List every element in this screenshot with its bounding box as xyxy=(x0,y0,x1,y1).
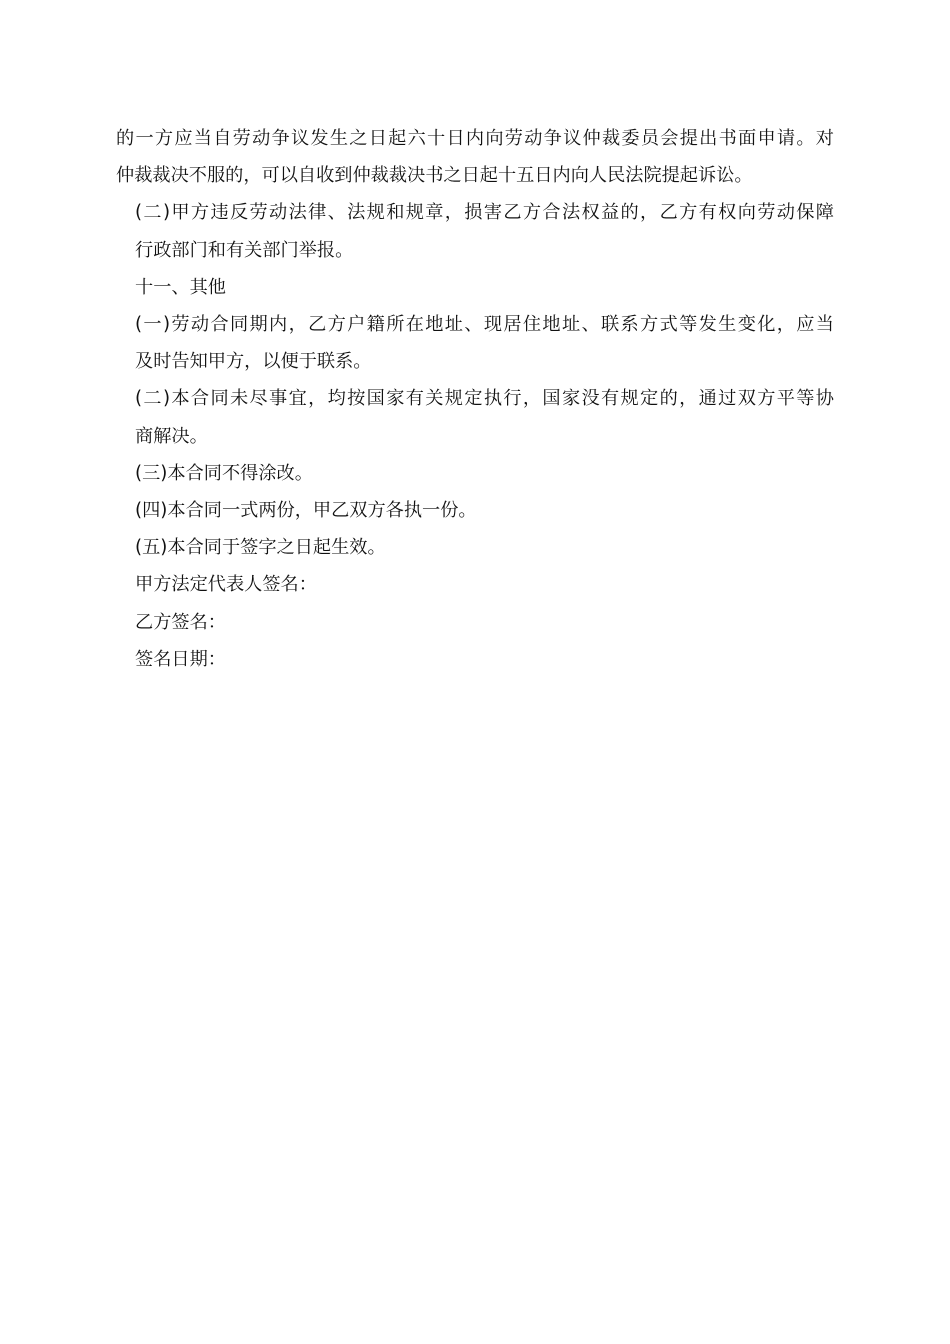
text-line: 的一方应当自劳动争议发生之日起六十日内向劳动争议仲裁委员会提出书面申请。对 xyxy=(116,128,834,149)
paragraph-clause-2-report xyxy=(116,194,834,268)
text-line: 及时告知甲方，以便于联系。 xyxy=(135,351,372,373)
paragraph-arbitration-application xyxy=(116,120,834,194)
text-line: (二)本合同未尽事宜，均按国家有关规定执行，国家没有规定的，通过双方平等协 xyxy=(135,388,834,410)
paragraph-clause-1-notify-changes xyxy=(116,306,834,380)
signature-field-party-a xyxy=(116,566,834,603)
signature-field-party-b xyxy=(116,604,834,641)
paragraph-clause-3-no-alteration xyxy=(116,455,834,492)
paragraph-clause-4-copies xyxy=(116,492,834,529)
text-line: 商解决。 xyxy=(135,425,208,447)
signature-label: 甲方法定代表人签名： xyxy=(135,574,317,596)
text-line: 行政部门和有关部门举报。 xyxy=(135,239,354,261)
section-heading-other xyxy=(116,269,834,306)
paragraph-clause-2-unresolved-matters xyxy=(116,380,834,454)
text-line: (一)劳动合同期内，乙方户籍所在地址、现居住地址、联系方式等发生变化，应当 xyxy=(135,314,834,336)
text-line: 仲裁裁决不服的，可以自收到仲裁裁决书之日起十五日内向人民法院提起诉讼。 xyxy=(116,165,753,187)
section-title: 十一、其他 xyxy=(135,276,226,298)
text-line: (五)本合同于签字之日起生效。 xyxy=(135,537,386,559)
document-body xyxy=(116,120,834,678)
text-line: (二)甲方违反劳动法律、法规和规章，损害乙方合法权益的，乙方有权向劳动保障 xyxy=(135,202,834,224)
text-line: (四)本合同一式两份，甲乙双方各执一份。 xyxy=(135,500,477,522)
text-line: (三)本合同不得涂改。 xyxy=(135,462,313,484)
signature-date-field xyxy=(116,641,834,678)
signature-label: 乙方签名： xyxy=(135,611,226,633)
paragraph-clause-5-effective xyxy=(116,529,834,566)
signature-date-label: 签名日期： xyxy=(135,648,226,670)
